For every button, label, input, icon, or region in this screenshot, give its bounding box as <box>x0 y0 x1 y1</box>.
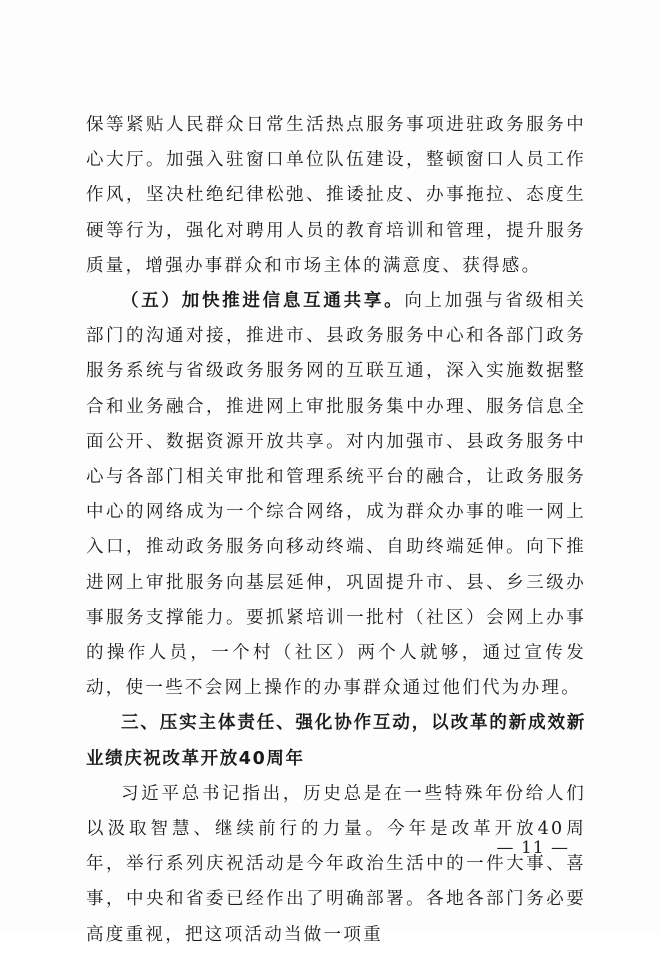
paragraph-anniversary: 习近平总书记指出，历史总是在一些特殊年份给人们以汲取智慧、继续前行的力量。今年是改革开放40周年，举行系列庆祝活动是今年政治生活中的一件大事、喜事，中央和省委已经作出了明确部署。各地各部门务必要高度重视，把这项活动当做一项重 <box>86 783 586 945</box>
subsection-heading: （五）加快推进信息互通共享。 <box>121 291 405 312</box>
paragraph-continuation: 保等紧贴人民群众日常生活热点服务事项进驻政务服务中心大厅。加强入驻窗口单位队伍建设，整顿窗口人员工作作风，坚决杜绝纪律松弛、推诿扯皮、办事拖拉、态度生硬等行为，强化对聘用人员的教育培训和管理，提升服务质量，增强办事群众和市场主体的满意度、获得感。 <box>86 115 586 276</box>
page-content <box>86 108 586 953</box>
subsection-body: 向上加强与省级相关部门的沟通对接，推进市、县政务服务中心和各部门政务服务系统与省级政务服务网的互联互通，深入实施数据整合和业务融合，推进网上审批服务集中办理、服务信息全面公开、数据资源开放共享。对内加强市、县政务服务中心与各部门相关审批和管理系统平台的融合，让政务服务中心的网络成为一个综合网络，成为群众办事的唯一网上入口，推动政务服务向移动终端、自助终端延伸。向下推进网上审批服务向基层延伸，巩固提升市、县、乡三级办事服务支撑能力。要抓紧培训一批村（社区）会网上办事的操作人员，一个村（社区）两个人就够，通过宣传发动，使一些不会网上操作的办事群众通过他们代为办理。 <box>86 291 587 699</box>
paragraph-info-sharing <box>86 284 586 706</box>
section-title: 三、压实主体责任、强化协作互动，以改革的新成效新业绩庆祝改革开放40周年 <box>86 713 586 769</box>
page-number: — 11 — <box>496 838 569 858</box>
